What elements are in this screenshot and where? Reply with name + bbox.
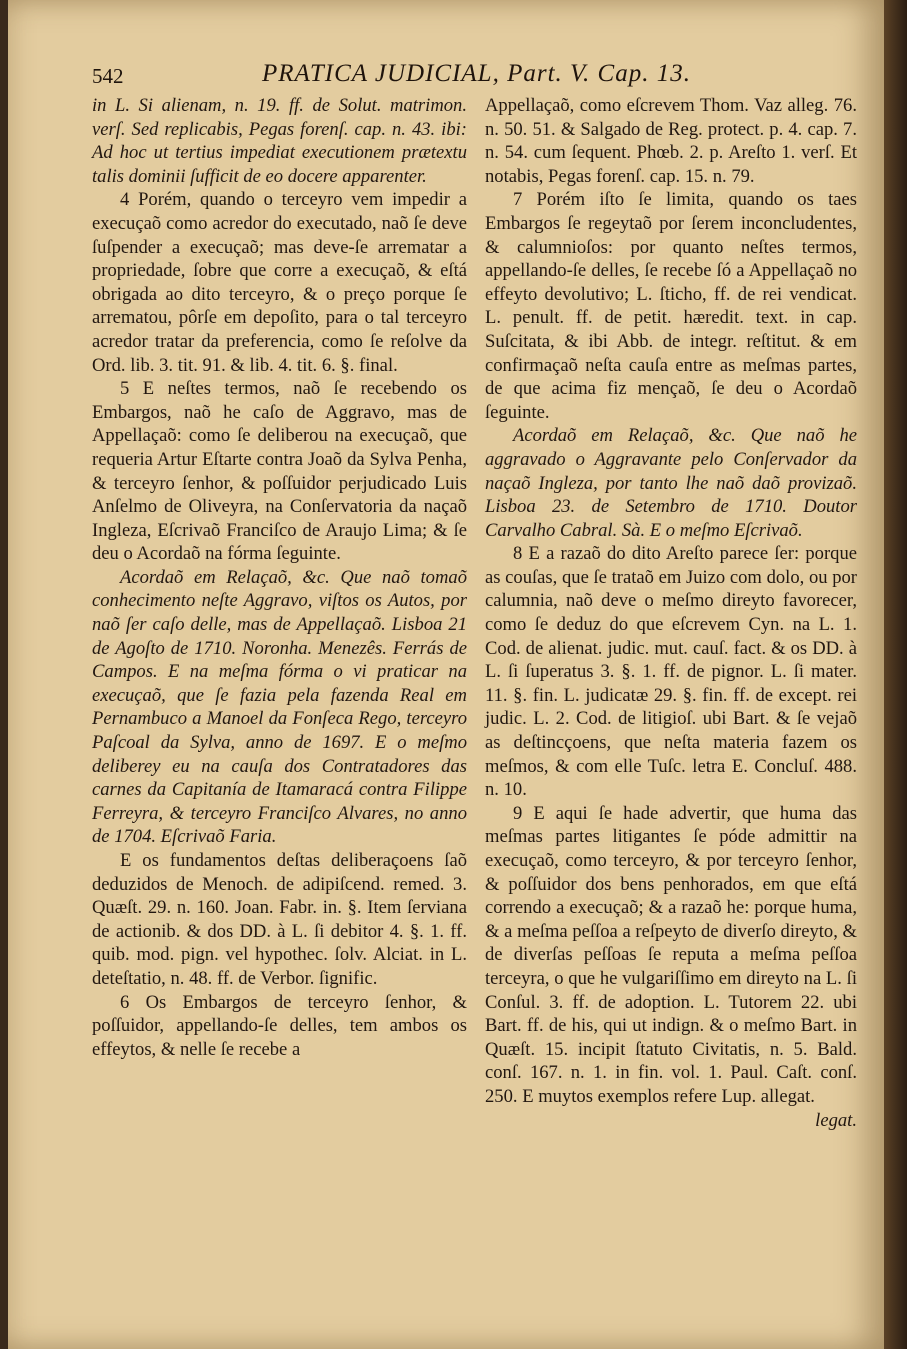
- left-paragraph-2: 5 E neſtes termos, naõ ſe recebendo os Embargos, naõ he caſo de Aggravo, mas de Appellaçaõ: como ſe deliberou na execuçaõ, que requeria Artur Eſtarte contra Joaõ da Sylva Penha, & terceyro ſenhor, & poſſuidor perjudicado Luis Anſelmo de Oliveyra, na Conſervatoria da naçaõ Ingleza, Eſcrivaõ Franciſco de Araujo Lima; & ſe deu o Acordaõ na fórma ſeguinte.: [92, 378, 467, 565]
- right-paragraph-4: 9 E aqui ſe hade advertir, que huma das meſmas partes litigantes ſe póde admittir na execuçaõ, como terceyro, & por terceyro ſenhor, & poſſuidor dos bens penhorados, em que eſtá correndo a execuçaõ; & a razaõ he: porque huma, & a meſma peſſoa a reſpeyto de diverſo direyto, & de diverſas peſſoas ſe reputa a meſma peſſoa terceyra, o que he vulgariſſimo em direyto na L. ſi Conſul. 3. ff. de adoption. L. Tutorem 22. ubi Bart. ff. de his, qui ut indign. & o meſmo Bart. in Quæſt. 15. incipit ſtatuto Civitatis, n. 5. Bald. conſ. 167. n. 1. in fin. vol. 1. Paul. Caſt. conſ. 250. E muytos exemplos refere Lup. allegat.: [485, 802, 857, 1107]
- right-paragraph-0: Appellaçaõ, como eſcrevem Thom. Vaz alleg. 76. n. 50. 51. & Salgado de Reg. protect. p. 4. cap. 7. n. 54. cum ſequent. Phœb. 2. p. Areſto 1. verſ. Et notabis, Pegas forenſ. cap. 15. n. 79.: [485, 95, 857, 187]
- left-paragraph-4: E os fundamentos deſtas deliberaçoens ſaõ deduzidos de Menoch. de adipiſcend. remed. 3. Quæſt. 29. n. 160. Joan. Fabr. in. §. Item ſerviana de actionib. & dos DD. à L. ſi debitor 4. §. 1. ff. quib. mod. pign. vel hypothec. ſolv. Alciat. in L. deteſtatio, n. 48. ff. de Verbor. ſignific.: [92, 850, 467, 989]
- book-page: [8, 0, 884, 1349]
- right-column: [485, 94, 857, 1132]
- page-number: 542: [92, 64, 124, 88]
- left-paragraph-3: Acordaõ em Relaçaõ, &c. Que naõ tomaõ conhecimento neſte Aggravo, viſtos os Autos, por naõ ſer caſo delle, mas de Appellaçaõ. Lisboa 21 de Agoſto de 1710. Noronha. Menezês. Ferrás de Campos. E na meſma fórma o vi praticar na execuçaõ, que ſe fazia pela fazenda Real em Pernambuco a Manoel da Fonſeca Rego, terceyro Paſcoal da Sylva, anno de 1697. E o meſmo deliberey eu na cauſa dos Contratadores das carnes da Capitanía de Itamaracá contra Filippe Ferreyra, & terceyro Franciſco Alvares, no anno de 1704. Eſcrivaõ Faria.: [92, 566, 467, 848]
- right-paragraph-3: 8 E a razaõ do dito Areſto parece ſer: porque as couſas, que ſe trataõ em Juizo com dolo, ou por calumnia, naõ deve o meſmo direyto favorecer, como ſe deduz do que eſcrevem Cyn. na L. 1. Cod. de alienat. judic. mut. cauſ. fact. & os DD. à L. ſi ſuperatus 3. §. 1. ff. de pignor. L. ſi mater. 11. §. fin. L. judicatæ 29. §. fin. ff. de except. rei judic. L. 2. Cod. de litigioſ. ubi Bart. & ſe vejaõ as deſtincçoens, que neſta materia fazem os meſmos, & com elle Tuſc. letra E. Concluſ. 488. n. 10.: [485, 543, 857, 801]
- page-header: [92, 60, 852, 96]
- right-paragraph-2: Acordaõ em Relaçaõ, &c. Que naõ he aggravado o Aggravante pelo Conſervador da naçaõ Ingleza, por tanto lhe naõ daõ provizaõ. Lisboa 23. de Setembro de 1710. Doutor Carvalho Cabral. Sà. E o meſmo Eſcrivaõ.: [485, 425, 857, 541]
- left-column: [92, 94, 467, 1061]
- catchword: legat.: [815, 1109, 857, 1131]
- left-paragraph-1: 4 Porém, quando o terceyro vem impedir a execuçaõ como acredor do executado, naõ ſe deve ſuſpender a execuçaõ; mas deve-ſe arrematar a propriedade, ſobre que corre a execuçaõ, & eſtá obrigada ao dito terceyro, & o preço porque ſe arrematou, pôrſe em depoſito, para o tal terceyro acredor tratar da preferencia, como ſe reſolve da Ord. lib. 3. tit. 91. & lib. 4. tit. 6. §. final.: [92, 189, 467, 376]
- page-binding-edge: [884, 0, 907, 1349]
- left-paragraph-0: in L. Si alienam, n. 19. ff. de Solut. matrimon. verſ. Sed replicabis, Pegas forenſ. cap. n. 43. ibi: Ad hoc ut tertius impediat executionem prætextu talis dominii ſufficit de eo docere apparenter.: [92, 95, 467, 187]
- running-title: PRATICA JUDICIAL, Part. V. Cap. 13.: [262, 60, 691, 87]
- left-paragraph-5: 6 Os Embargos de terceyro ſenhor, & poſſuidor, appellando-ſe delles, tem ambos os effeytos, & nelle ſe recebe a: [92, 991, 467, 1060]
- right-paragraph-1: 7 Porém iſto ſe limita, quando os taes Embargos ſe regeytaõ por ſerem inconcludentes, & calumnioſos: por quanto neſtes termos, appellando-ſe delles, ſe recebe ſó a Appellaçaõ no effeyto devolutivo; L. ſticho, ff. de rei vendicat. L. penult. ff. de petit. hæredit. text. in cap. Suſcitata, & ibi Abb. de integr. reſtitut. & em confirmaçaõ neſta cauſa entre as meſmas partes, de que acima fiz mençaõ, ſe deu o Acordaõ ſeguinte.: [485, 189, 857, 423]
